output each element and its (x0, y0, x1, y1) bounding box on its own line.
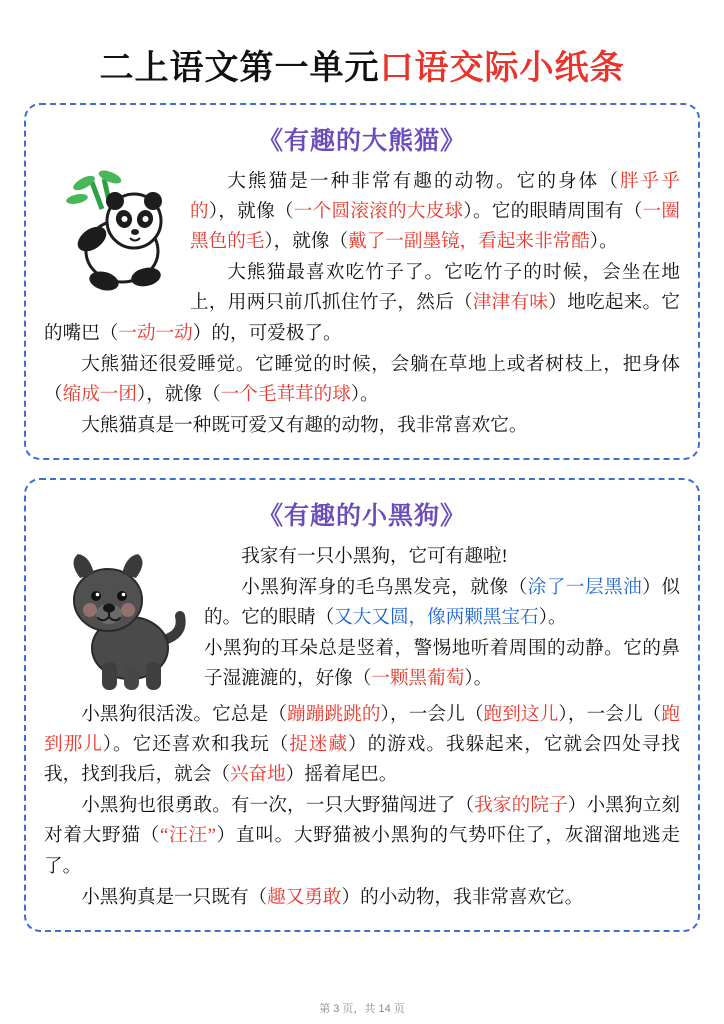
page-title-red: 口语交际小纸条 (379, 50, 625, 87)
text-run: ）。 (464, 668, 493, 690)
text-run-red: 跑到这儿 (483, 703, 559, 725)
text-run: 我家有一只小黑狗，它可有趣啦! (241, 545, 508, 567)
paragraph (44, 883, 680, 913)
text-run-red: 一个圆滚滚的大皮球 (293, 201, 464, 223)
text-run: 小黑狗也很勇敢。有一次，一只大野猫闯进了（ (81, 795, 475, 817)
text-run: ）的，可爱极了。 (192, 322, 342, 344)
text-run: ）的游戏。我躲起来，它就会四处寻找我，找到我后，就会（ (44, 734, 680, 786)
text-run-red: “汪汪” (160, 825, 216, 847)
text-run: ）小黑狗立刻对着大野猫（ (44, 795, 680, 847)
text-run-red: 一个毛茸茸的球 (220, 383, 351, 405)
text-run: ）地吃起来。它的嘴巴（ (44, 292, 680, 344)
text-run: ）。它还喜欢和我玩（ (102, 734, 290, 756)
text-run: ）似的。它的眼睛（ (204, 577, 680, 629)
panda-illustration (44, 169, 184, 295)
text-run-red: 戴了一副墨镜，看起来非常酷 (348, 231, 590, 253)
paragraph (44, 791, 680, 881)
paragraph (44, 350, 680, 410)
text-run: ）。 (589, 231, 618, 253)
section-heading-dog: 《有趣的小黑狗》 (257, 502, 466, 530)
text-run: ）。 (538, 607, 567, 629)
section-card-dog (24, 478, 700, 932)
paragraph (44, 700, 680, 790)
text-run: ），就像（ (137, 383, 221, 405)
text-run-red: 胖乎乎的 (190, 171, 680, 223)
text-run: 小黑狗的耳朵总是竖着，警惕地听着周围的动静。它的鼻子湿漉漉的，好像（ (204, 638, 680, 690)
dog-illustration (46, 544, 196, 700)
text-run-red: 跑到那儿 (44, 703, 680, 756)
text-run: 大熊猫最喜欢吃竹子了。它吃竹子的时候，会坐在地上，用两只前爪抓住竹子，然后（ (190, 262, 680, 314)
section-card-panda (24, 103, 700, 460)
text-run-red: 一颗黑葡萄 (371, 668, 465, 690)
text-run-red: 蹦蹦跳跳的 (287, 703, 381, 725)
text-run: ），一会儿（ (380, 703, 484, 725)
text-run: ）。它的眼睛周围有（ (463, 201, 643, 223)
text-run-red: 缩成一团 (62, 383, 137, 405)
text-run: ）。 (350, 383, 379, 405)
text-run-red: 津津有味 (472, 292, 549, 314)
text-run: ）直叫。大野猫被小黑狗的气势吓住了，灰溜溜地逃走了。 (44, 825, 680, 877)
text-run-red: 趣又勇敢 (267, 886, 342, 908)
text-run: 大熊猫还很爱睡觉。它睡觉的时候，会躺在草地上或者树枝上，把身体（ (44, 353, 680, 405)
text-run: 小黑狗很活泼。它总是（ (81, 703, 288, 725)
text-run-red: 捉迷藏 (289, 734, 349, 756)
text-run: ），就像（ (208, 201, 294, 223)
text-run-blue: 涂了一层黑油 (527, 577, 643, 599)
page-title (24, 0, 700, 103)
text-run: 小黑狗真是一只既有（ (81, 886, 268, 908)
text-run-red: 我家的院子 (474, 795, 568, 817)
text-run-red: 兴奋地 (229, 764, 286, 786)
text-run: 小黑狗浑身的毛乌黑发亮，就像（ (241, 577, 528, 599)
text-run: ）摇着尾巴。 (285, 764, 398, 786)
text-run: ），一会儿（ (558, 703, 662, 725)
text-run: ）的小动物，我非常喜欢它。 (341, 886, 584, 908)
text-run-red: 一圈黑色的毛 (190, 201, 681, 253)
text-run: 大熊猫真是一种既可爱又有趣的动物，我非常喜欢它。 (81, 414, 528, 436)
text-run: ），就像（ (264, 231, 349, 253)
text-run-red: 一动一动 (118, 322, 193, 344)
paragraph (44, 411, 680, 441)
section-heading-panda: 《有趣的大熊猫》 (257, 128, 466, 155)
text-run-blue: 又大又圆，像两颗黑宝石 (334, 607, 539, 629)
page-title-black: 二上语文第一单元 (99, 50, 380, 87)
page-footer: 第 3 页，共 14 页 (319, 1003, 405, 1015)
text-run: 大熊猫是一种非常有趣的动物。它的身体（ (227, 171, 621, 192)
